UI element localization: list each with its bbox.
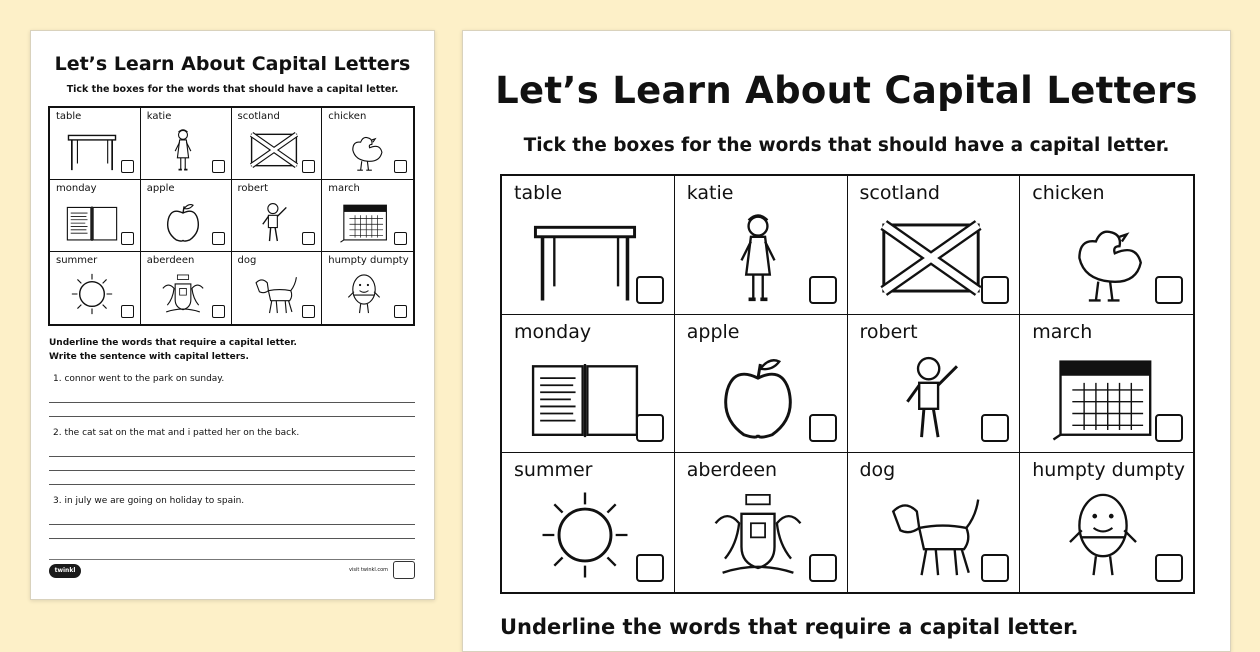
boy-icon (246, 196, 302, 248)
underline-instruction-large: Underline the words that require a capital letter. (500, 615, 1079, 639)
sentence-3: 3. in july we are going on holiday to spain. (53, 496, 245, 506)
word-label: apple (686, 320, 740, 343)
calendar-icon (1044, 347, 1162, 447)
word-label: robert (859, 320, 918, 343)
open-book-icon (526, 347, 644, 447)
girl-icon (699, 208, 817, 308)
page-title-large: Let’s Learn About Capital Letters (495, 69, 1198, 112)
tick-checkbox[interactable] (121, 305, 134, 318)
tick-checkbox[interactable] (809, 554, 837, 582)
instruction-line-2: Write the sentence with capital letters. (49, 352, 249, 362)
word-grid (48, 106, 415, 326)
word-cell (141, 180, 232, 252)
word-label: aberdeen (146, 255, 195, 266)
word-label: humpty dumpty (1032, 459, 1186, 482)
page-subtitle-large: Tick the boxes for the words that should have a capital letter. (523, 135, 1170, 156)
word-cell (848, 453, 1021, 592)
worksheet-zoom-preview (462, 30, 1231, 652)
dog-icon (246, 268, 302, 320)
sentence-2: 2. the cat sat on the mat and i patted her on the back. (53, 428, 300, 438)
tick-checkbox[interactable] (302, 232, 315, 245)
writing-line[interactable] (49, 524, 415, 525)
writing-line[interactable] (49, 470, 415, 471)
word-label: table (56, 111, 82, 122)
twinkl-logo: twinkl (49, 564, 81, 578)
tick-checkbox[interactable] (1155, 414, 1183, 442)
word-grid-large (500, 174, 1195, 594)
humpty-dumpty-icon (1044, 485, 1162, 585)
word-cell (1020, 453, 1193, 592)
tick-checkbox[interactable] (212, 160, 225, 173)
tick-checkbox[interactable] (394, 305, 407, 318)
tick-checkbox[interactable] (121, 232, 134, 245)
word-cell (848, 315, 1021, 454)
word-cell (502, 176, 675, 315)
tick-checkbox[interactable] (1155, 554, 1183, 582)
word-label: aberdeen (686, 459, 778, 482)
calendar-icon (336, 196, 392, 248)
tick-checkbox[interactable] (1155, 276, 1183, 304)
word-label: apple (146, 183, 175, 194)
saltire-flag-icon (246, 124, 302, 176)
tick-checkbox[interactable] (121, 160, 134, 173)
tick-checkbox[interactable] (636, 276, 664, 304)
writing-line[interactable] (49, 484, 415, 485)
word-cell (50, 108, 141, 180)
tick-checkbox[interactable] (302, 160, 315, 173)
tick-checkbox[interactable] (981, 414, 1009, 442)
word-cell (502, 315, 675, 454)
word-label: monday (514, 320, 592, 343)
writing-line[interactable] (49, 456, 415, 457)
word-label: table (514, 182, 563, 204)
word-label: scotland (859, 182, 940, 204)
word-label: humpty dumpty (328, 255, 409, 266)
word-label: summer (56, 255, 98, 266)
word-cell (675, 453, 848, 592)
word-label: monday (56, 183, 97, 194)
word-cell (50, 180, 141, 252)
tick-checkbox[interactable] (809, 414, 837, 442)
word-cell (1020, 176, 1193, 315)
word-label: march (1032, 320, 1093, 343)
tick-checkbox[interactable] (212, 305, 225, 318)
table-icon (64, 124, 120, 176)
word-cell (141, 108, 232, 180)
tick-checkbox[interactable] (394, 232, 407, 245)
word-label: katie (146, 111, 172, 122)
page-title: Let’s Learn About Capital Letters (54, 53, 411, 75)
word-cell (675, 315, 848, 454)
word-cell (848, 176, 1021, 315)
tick-checkbox[interactable] (809, 276, 837, 304)
word-cell (232, 180, 323, 252)
tick-checkbox[interactable] (981, 276, 1009, 304)
sun-icon (64, 268, 120, 320)
apple-icon (155, 196, 211, 248)
coat-of-arms-icon (699, 485, 817, 585)
coat-of-arms-icon (155, 268, 211, 320)
writing-line[interactable] (49, 416, 415, 417)
word-label: scotland (237, 111, 280, 122)
dog-icon (872, 485, 990, 585)
word-label: dog (237, 255, 257, 266)
tick-checkbox[interactable] (394, 160, 407, 173)
word-cell (232, 252, 323, 324)
tick-checkbox[interactable] (981, 554, 1009, 582)
humpty-dumpty-icon (336, 268, 392, 320)
word-label: chicken (328, 111, 367, 122)
boy-icon (872, 347, 990, 447)
instruction-line-1: Underline the words that require a capital letter. (49, 338, 297, 348)
word-cell (141, 252, 232, 324)
word-cell (322, 180, 413, 252)
word-label: chicken (1032, 182, 1105, 204)
word-cell (322, 252, 413, 324)
worksheet-thumbnail (30, 30, 435, 600)
footer-visit: visit twinkl.com (349, 567, 389, 573)
word-label: katie (686, 182, 734, 204)
sun-icon (526, 485, 644, 585)
chicken-icon (1044, 208, 1162, 308)
word-label: dog (859, 459, 896, 482)
word-label: robert (237, 183, 269, 194)
open-book-icon (64, 196, 120, 248)
tick-checkbox[interactable] (302, 305, 315, 318)
word-cell (502, 453, 675, 592)
tick-checkbox[interactable] (636, 414, 664, 442)
tick-checkbox[interactable] (636, 554, 664, 582)
word-cell (675, 176, 848, 315)
girl-icon (155, 124, 211, 176)
badge-icon (393, 561, 415, 579)
underline-instructions (49, 336, 297, 364)
word-label: march (328, 183, 360, 194)
sentence-1: 1. connor went to the park on sunday. (53, 374, 225, 384)
word-cell (50, 252, 141, 324)
apple-icon (699, 347, 817, 447)
word-cell (232, 108, 323, 180)
saltire-flag-icon (872, 208, 990, 308)
word-label: summer (514, 459, 593, 482)
word-cell (1020, 315, 1193, 454)
writing-line[interactable] (49, 538, 415, 539)
tick-checkbox[interactable] (212, 232, 225, 245)
footer-divider (49, 559, 415, 560)
page-subtitle: Tick the boxes for the words that should have a capital letter. (66, 84, 399, 95)
chicken-icon (336, 124, 392, 176)
table-icon (526, 208, 644, 308)
writing-line[interactable] (49, 402, 415, 403)
word-cell (322, 108, 413, 180)
